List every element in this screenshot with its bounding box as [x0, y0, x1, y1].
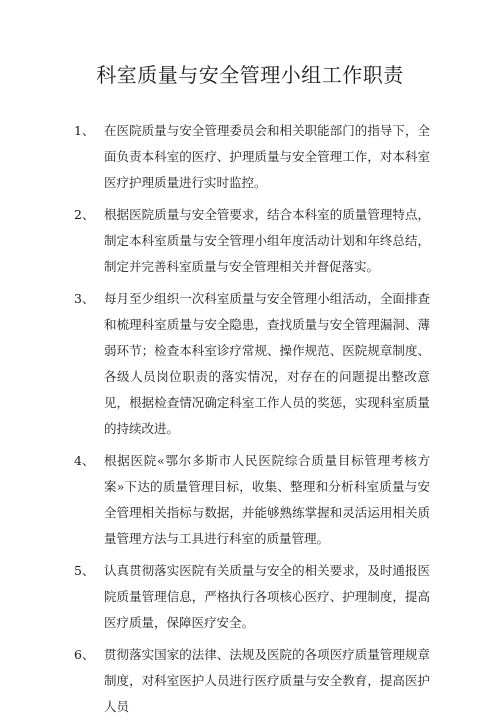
duty-item-3: [0, 286, 500, 442]
duty-item-4: [0, 448, 500, 552]
duty-number: 3、: [74, 291, 95, 306]
duty-text: 根据医院质量与安全管要求，结合本科室的质量管理特点，制定本科室质量与安全管理小组年度活动计划和年终总结，制定并完善科室质量与安全管理相关并督促落实。: [104, 207, 430, 274]
duty-item-6: [0, 642, 500, 720]
duty-number: 5、: [74, 563, 95, 578]
duty-text: 根据医院«鄂尔多斯市人民医院综合质量目标管理考核方案»下达的质量管理目标，收集、整理和分析科室质量与安全管理相关指标与数据，并能够熟练掌握和灵活运用相关质量管理方法与工具进行科室的质量管理。: [104, 453, 430, 546]
duty-text: 认真贯彻落实医院有关质量与安全的相关要求，及时通报医院质量管理信息，严格执行各项核心医疗、护理制度，提高医疗质量，保障医疗安全。: [104, 563, 430, 630]
duty-list: [0, 118, 500, 726]
duty-text: 每月至少组织一次科室质量与安全管理小组活动，全面排查和梳理科室质量与安全隐患，查找质量与安全管理漏洞、薄弱环节；检查本科室诊疗常规、操作规范、医院规章制度、各级人员岗位职责的落实情况，对存在的问题提出整改意见，根据检查情况确定科室工作人员的奖惩，实现科室质量的持续改进。: [104, 291, 430, 436]
duty-item-1: [0, 118, 500, 196]
duty-text: 贯彻落实国家的法律、法规及医院的各项医疗质量管理规章制度，对科室医护人员进行医疗质量与安全教育，提高医护人员: [104, 647, 430, 714]
duty-item-5: [0, 558, 500, 636]
duty-number: 1、: [74, 123, 95, 138]
document-title: 科室质量与安全管理小组工作职责: [96, 63, 404, 87]
duty-number: 2、: [74, 207, 95, 222]
duty-text: 在医院质量与安全管理委员会和相关职能部门的指导下，全面负责本科室的医疗、护理质量与安全管理工作，对本科室医疗护理质量进行实时监控。: [104, 123, 430, 190]
duty-item-2: [0, 202, 500, 280]
duty-number: 4、: [74, 453, 95, 468]
duty-number: 6、: [74, 647, 95, 662]
